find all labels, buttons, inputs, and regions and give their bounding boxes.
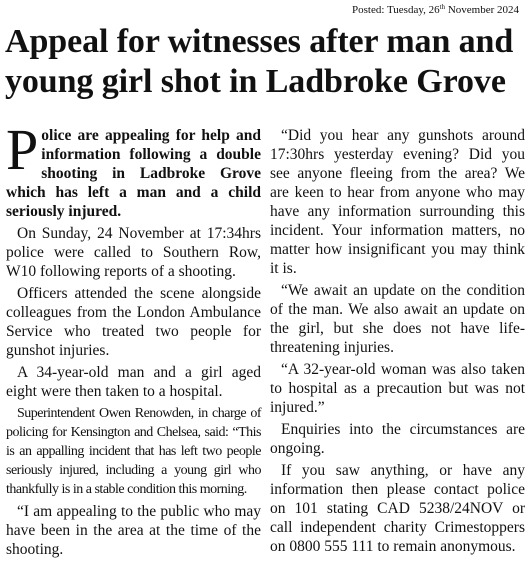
posted-date <box>352 1 519 17</box>
posted-date-prefix: Posted: Tuesday, 26 <box>352 4 440 16</box>
drop-cap: P <box>6 117 39 182</box>
body-paragraph: Enquiries into the circumstances are ongoing. <box>270 421 525 457</box>
body-paragraph: Superintendent Owen Renowden, in charge of policing for Kensington and Chelsea, said: “This is an appalling incident that has left two people seriously injured, including a young girl who thankfully is in a stable condition this morning. <box>6 406 261 497</box>
lead-paragraph <box>6 117 261 221</box>
body-paragraph: “A 32-year-old woman was also taken to hospital as a precaution but was not injured.” <box>270 361 525 416</box>
article-column-left <box>6 117 261 562</box>
body-paragraph: On Sunday, 24 November at 17:34hrs police were called to Southern Row, W10 following reports of a shooting. <box>6 225 261 280</box>
body-paragraph: Officers attended the scene alongside colleagues from the London Ambulance Service who treated two people for gunshot injuries. <box>6 285 261 359</box>
body-paragraph: A 34-year-old man and a girl aged eight were then taken to a hospital. <box>6 364 261 400</box>
body-paragraph: “I am appealing to the public who may have been in the area at the time of the shooting. <box>6 503 261 558</box>
body-paragraph: “Did you hear any gunshots around 17:30hrs yesterday evening? Did you see anyone fleeing from the area? We are keen to hear from anyone who may have any information surrounding this incident. Your information matters, no matter how insignificant you may think it is. <box>270 127 525 277</box>
article-column-right <box>270 126 525 559</box>
body-paragraph: “We await an update on the condition of the man. We also await an update on the girl, but she does not have life-threatening injuries. <box>270 282 525 356</box>
lead-text: olice are appealing for help and information following a double shooting in Ladbroke Grove which has left a man and a child seriously injured. <box>6 127 261 220</box>
article-headline: Appeal for witnesses after man and young girl shot in Ladbroke Grove <box>5 23 514 100</box>
body-paragraph: If you saw anything, or have any information then please contact police on 101 stating CAD 5238/24NOV or call independent charity Crimestoppers on 0800 555 111 to remain anonymous. <box>270 462 525 555</box>
posted-date-suffix: November 2024 <box>445 4 519 16</box>
posted-date-ordinal: th <box>439 3 446 11</box>
